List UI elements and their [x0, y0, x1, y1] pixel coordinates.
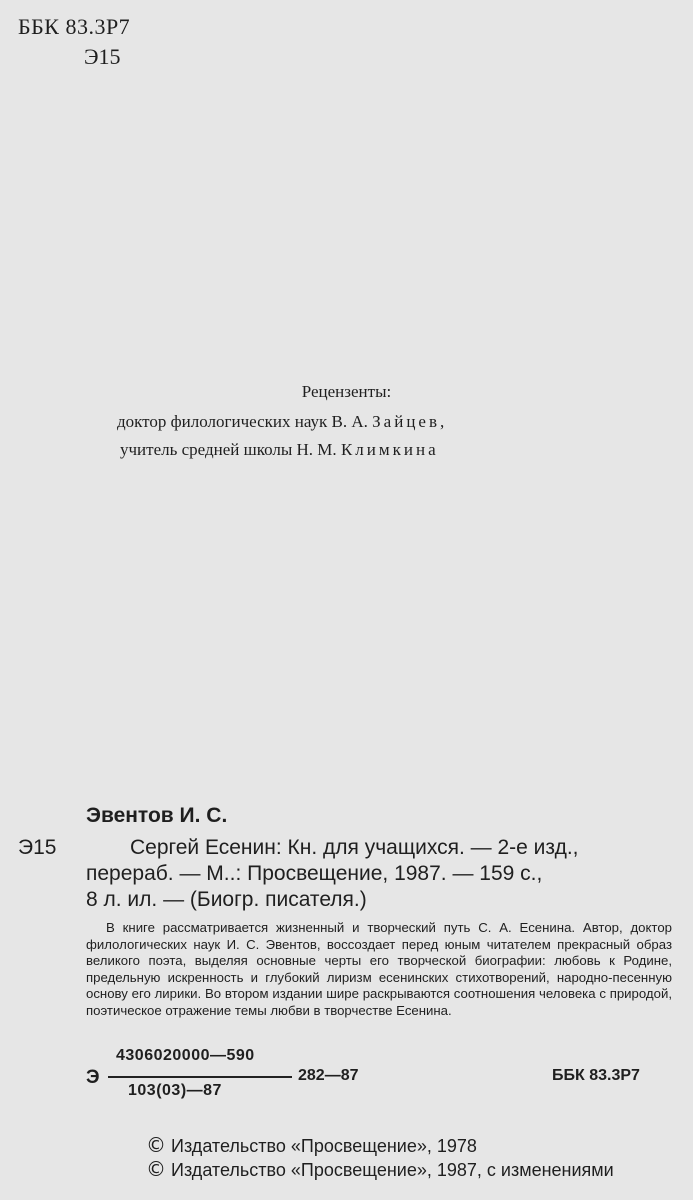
copyright-text-1: Издательство «Просвещение», 1978 [171, 1136, 477, 1156]
reviewer-1 [117, 412, 447, 432]
copyright-text-2: Издательство «Просвещение», 1987, с изменениями [171, 1160, 614, 1180]
classification-denominator: 103(03)—87 [128, 1082, 222, 1099]
bbk-code-top: ББК 83.3Р7 [18, 14, 131, 39]
catalog-imprint-line: перераб. — М..: Просвещение, 1987. — 159 с., [86, 862, 543, 885]
book-annotation: В книге рассматривается жизненный и творческий путь С. А. Есенина. Автор, доктор филологических наук И. С. Эвентов, воссоздает перед юным читателем прекрасный образ великого поэта, выделяя основные черты его творческой биографии: любовь к Родине, предельную искренность и глубокий лиризм есенинских стихотворений, народно-песенную основу его лирики. Во втором издании шире раскрываются соотношения человека с природой, поэтическое отражение темы любви в творчестве Есенина. [86, 920, 672, 1018]
classification-letter: Э [86, 1067, 100, 1088]
reviewer-1-title: доктор филологических наук В. А. [117, 412, 368, 431]
copyright-icon: © [146, 1133, 166, 1157]
reviewer-2-title: учитель средней школы Н. М. [120, 440, 337, 459]
reviewers-heading: Рецензенты: [301, 382, 392, 401]
reviewer-2-name: Климкина [340, 440, 439, 459]
catalog-series-line: 8 л. ил. — (Биогр. писателя.) [86, 888, 367, 911]
bbk-code-bottom: ББК 83.3Р7 [552, 1067, 640, 1084]
catalog-index: Э15 [18, 836, 57, 859]
copyright-line-2 [146, 1157, 614, 1181]
reviewer-2 [120, 440, 439, 460]
reviewer-1-name: Зайцев, [372, 412, 448, 431]
copyright-line-1 [146, 1133, 477, 1157]
fraction-bar [108, 1076, 292, 1078]
catalog-author: Эвентов И. С. [86, 804, 228, 827]
author-index-top: Э15 [84, 44, 121, 69]
classification-numerator: 4306020000—590 [116, 1047, 255, 1064]
classification-suffix: 282—87 [298, 1067, 359, 1084]
copyright-icon: © [146, 1157, 166, 1181]
catalog-title-line: Сергей Есенин: Кн. для учащихся. — 2-е изд., [130, 836, 579, 859]
